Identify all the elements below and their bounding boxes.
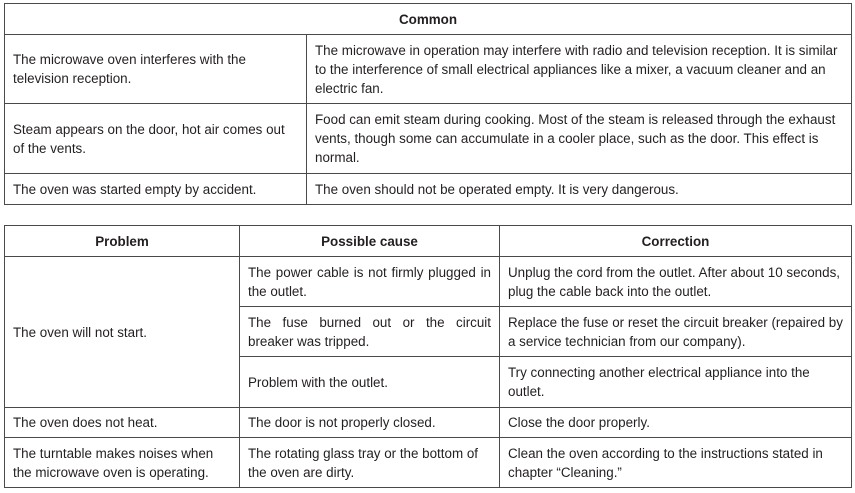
table-row: [5, 438, 852, 488]
issue-cell: The oven was started empty by accident.: [5, 174, 307, 205]
correction-cell: Try connecting another electrical appliance into the outlet.: [500, 357, 852, 408]
problem-header: Problem: [5, 226, 240, 257]
correction-cell: Close the door properly.: [500, 408, 852, 438]
issue-cell: Steam appears on the door, hot air comes out of the vents.: [5, 104, 307, 174]
table-row: [5, 104, 852, 174]
explanation-cell: The oven should not be operated empty. It is very dangerous.: [307, 174, 852, 205]
table-header-row: [5, 4, 852, 35]
explanation-cell: Food can emit steam during cooking. Most of the steam is released through the exhaust vents, though some can accumulate in a cooler place, such as the door. This effect is normal.: [307, 104, 852, 174]
cause-cell: The fuse burned out or the circuit breaker was tripped.: [240, 307, 500, 357]
cause-cell: Problem with the outlet.: [240, 357, 500, 408]
cause-cell: The door is not properly closed.: [240, 408, 500, 438]
explanation-cell: The microwave in operation may interfere with radio and television reception. It is similar to the interference of small electrical appliances like a mixer, a vacuum cleaner and an electric fan.: [307, 35, 852, 104]
issue-cell: The microwave oven interferes with the television reception.: [5, 35, 307, 104]
problem-cell: The oven does not heat.: [5, 408, 240, 438]
table-row: [5, 35, 852, 104]
troubleshooting-table: [4, 225, 852, 488]
common-issues-table: [4, 3, 852, 205]
table-row: [5, 174, 852, 205]
cause-cell: The rotating glass tray or the bottom of the oven are dirty.: [240, 438, 500, 488]
cause-cell: The power cable is not firmly plugged in the outlet.: [240, 257, 500, 307]
correction-cell: Unplug the cord from the outlet. After about 10 seconds, plug the cable back into the outlet.: [500, 257, 852, 307]
correction-header: Correction: [500, 226, 852, 257]
table-row: [5, 408, 852, 438]
correction-cell: Clean the oven according to the instructions stated in chapter “Cleaning.”: [500, 438, 852, 488]
common-header: Common: [5, 4, 852, 35]
table-row: [5, 257, 852, 307]
correction-cell: Replace the fuse or reset the circuit breaker (repaired by a service technician from our company).: [500, 307, 852, 357]
problem-cell: The oven will not start.: [5, 257, 240, 408]
problem-cell: The turntable makes noises when the microwave oven is operating.: [5, 438, 240, 488]
cause-header: Possible cause: [240, 226, 500, 257]
table-header-row: [5, 226, 852, 257]
